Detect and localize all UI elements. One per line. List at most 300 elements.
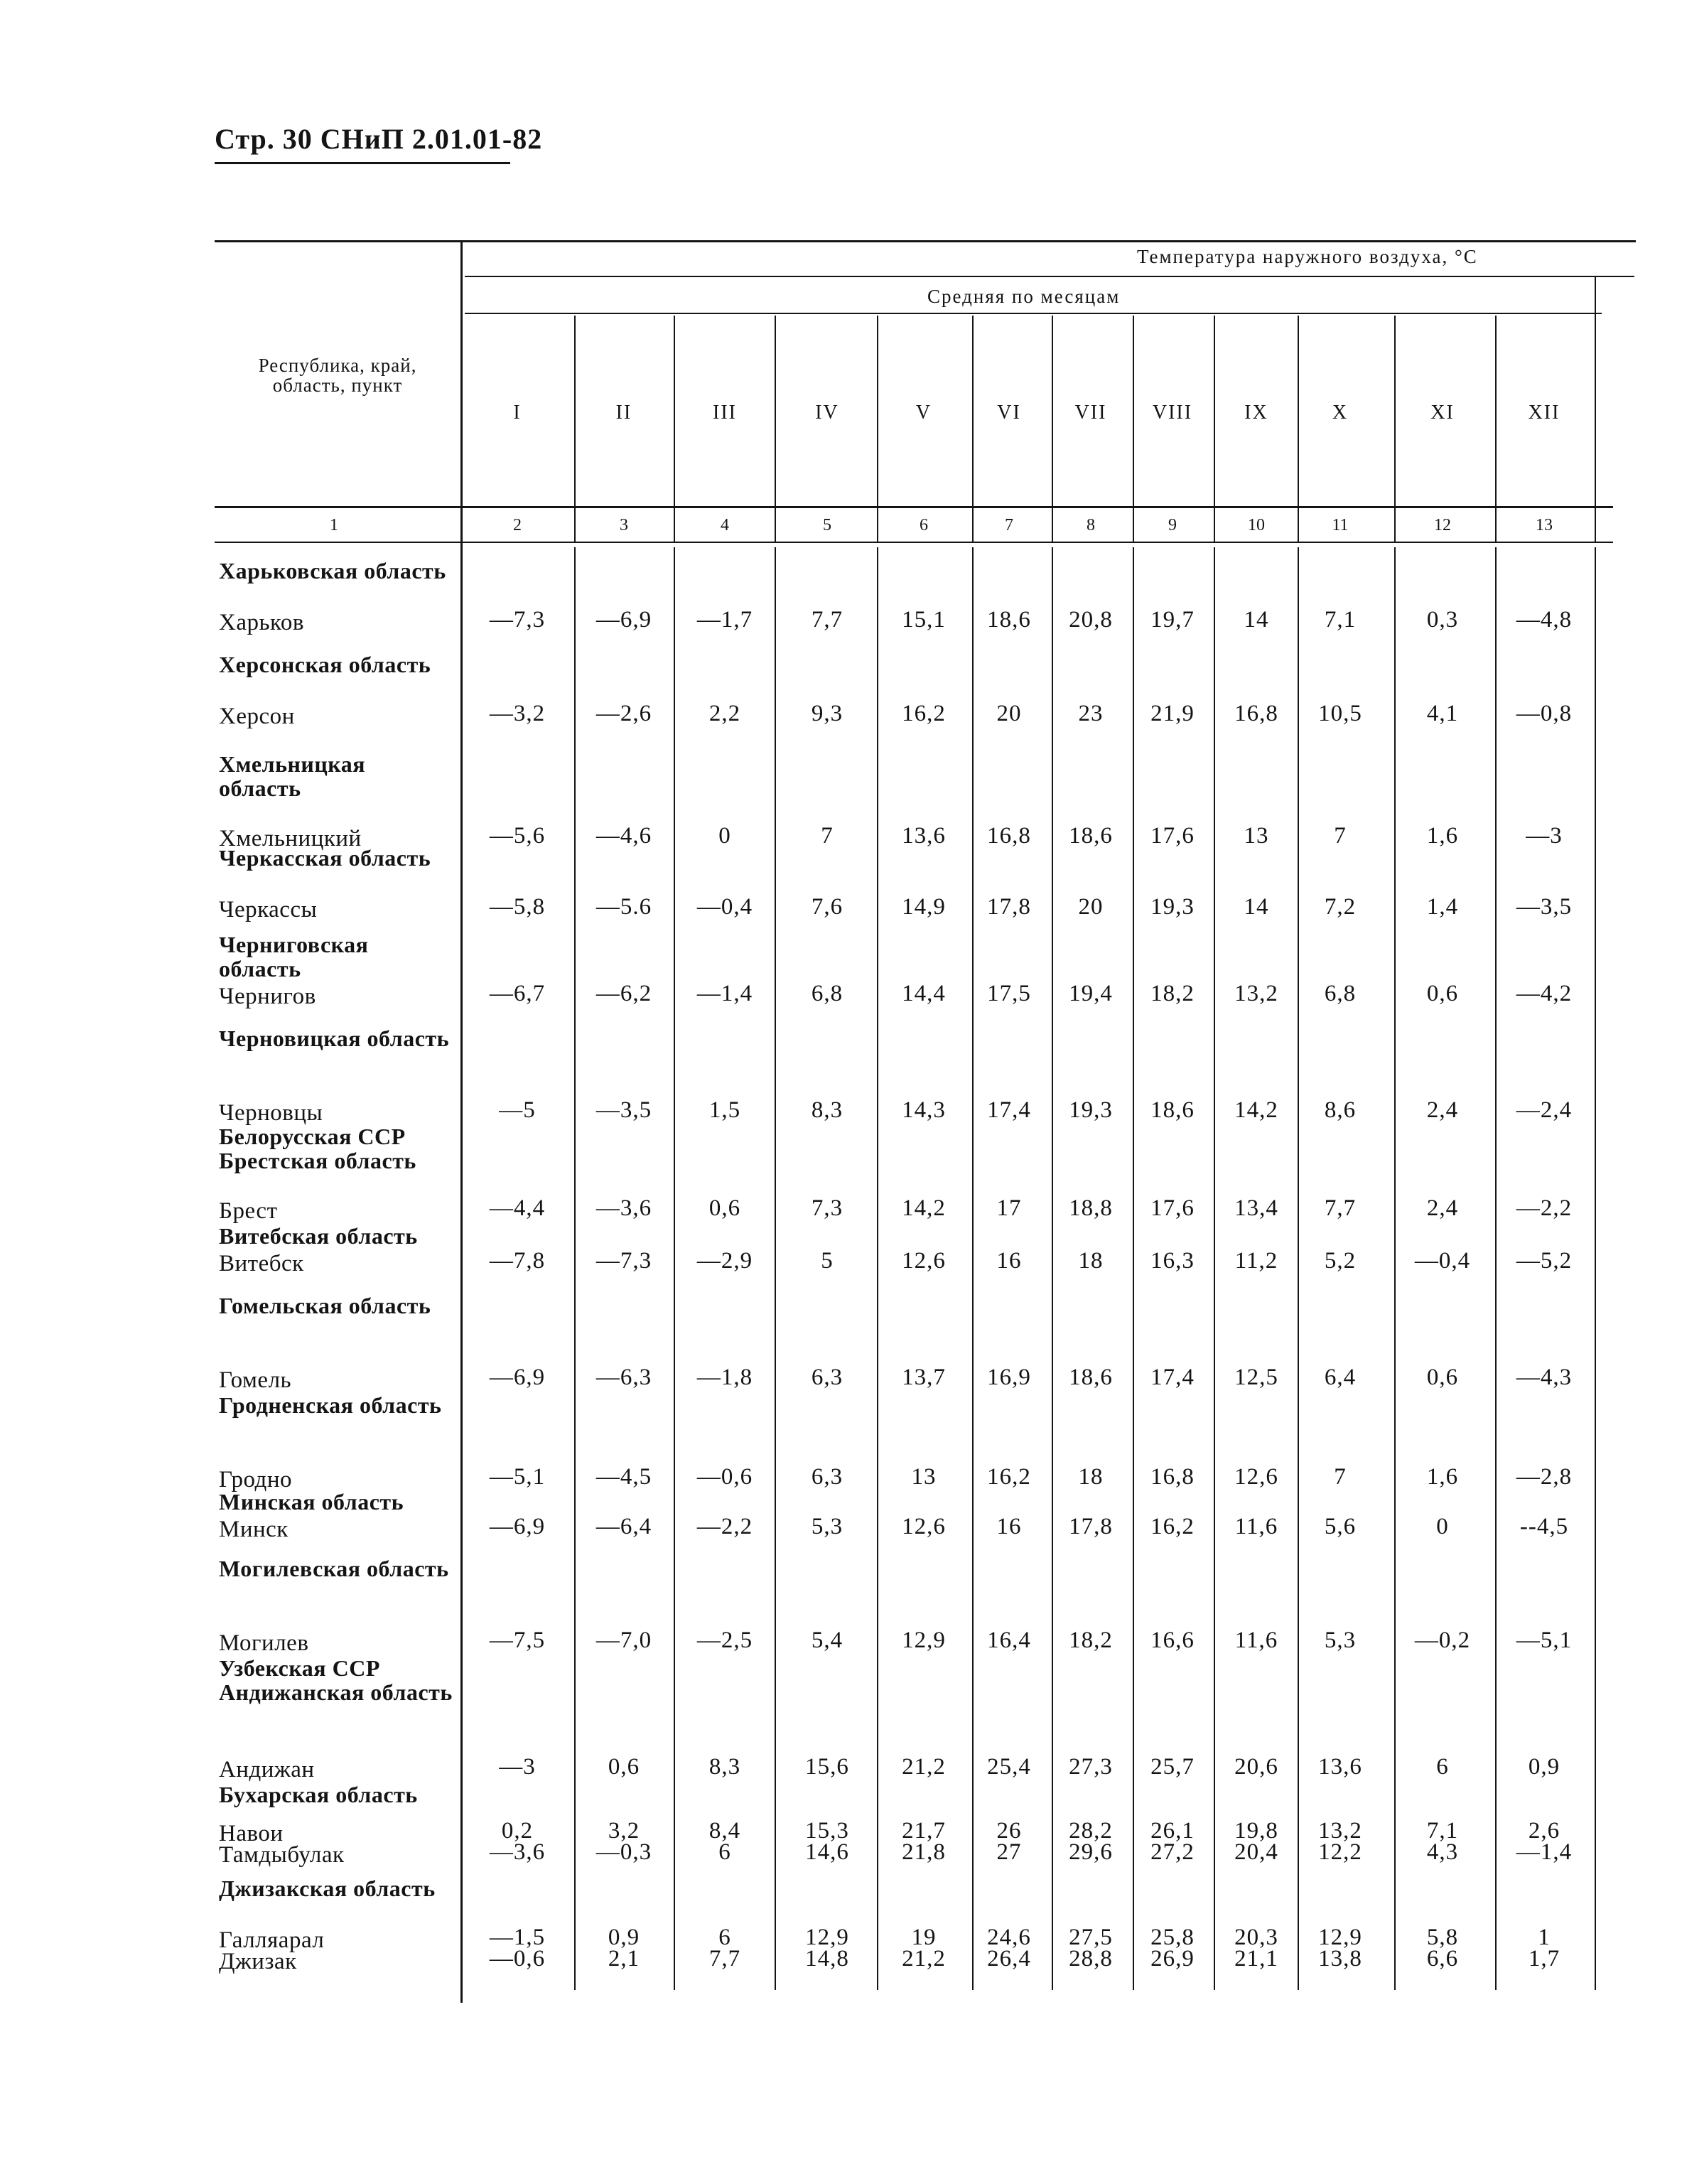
temperature-value: —7,3 <box>489 607 546 633</box>
temperature-value: —4,6 <box>595 823 652 849</box>
temperature-value: —4,2 <box>1516 981 1573 1006</box>
region-name: Минская область <box>219 1489 404 1515</box>
temperature-value: —2,8 <box>1516 1464 1573 1490</box>
month-label: XII <box>1528 402 1560 424</box>
temperature-value: 21,1 <box>1234 1946 1278 1971</box>
city-name: Черновцы <box>219 1100 323 1126</box>
temperature-value: 23 <box>1078 701 1104 726</box>
temperature-value: 12,9 <box>805 1925 849 1950</box>
temperature-value: —6,7 <box>489 981 546 1006</box>
temperature-value: —1,7 <box>696 607 753 633</box>
temperature-value: —6,3 <box>595 1365 652 1390</box>
temperature-value: 26,1 <box>1150 1818 1195 1844</box>
temperature-value: 18,6 <box>1069 1365 1113 1390</box>
temperature-value: 4,1 <box>1426 701 1459 726</box>
temperature-value: 20,3 <box>1234 1925 1278 1950</box>
temperature-value: 26,4 <box>987 1946 1031 1971</box>
city-name: Харьков <box>219 610 304 635</box>
temperature-value: 28,8 <box>1069 1946 1113 1971</box>
temperature-value: 18 <box>1078 1464 1104 1490</box>
temperature-value: —2,6 <box>595 701 652 726</box>
region-name: Херсонская область <box>219 652 431 677</box>
temperature-value: 17,4 <box>1150 1365 1195 1390</box>
temperature-value: 7,1 <box>1426 1818 1459 1844</box>
column-number: 2 <box>513 516 522 534</box>
temperature-value: 16,2 <box>987 1464 1031 1490</box>
temperature-value: 0,6 <box>708 1195 741 1221</box>
column-divider <box>1595 277 1596 506</box>
temperature-value: 20 <box>1078 894 1104 920</box>
temperature-value: 12,9 <box>902 1628 946 1653</box>
temperature-value: —5,1 <box>1516 1628 1573 1653</box>
temperature-value: 0,6 <box>608 1754 640 1780</box>
month-label: I <box>513 402 522 424</box>
column-number: 7 <box>1005 516 1013 534</box>
temperature-value: 26,9 <box>1150 1946 1195 1971</box>
temperature-value: 13,6 <box>902 823 946 849</box>
temperature-value: —1,4 <box>1516 1839 1573 1865</box>
temperature-value: 7,2 <box>1324 894 1357 920</box>
temperature-value: 5,3 <box>1324 1628 1357 1653</box>
temperature-value: 13 <box>1244 823 1269 849</box>
region-name: Гродненская область <box>219 1392 442 1418</box>
city-name: Навои <box>219 1821 284 1846</box>
column-number: 4 <box>721 516 729 534</box>
temperature-value: 7,7 <box>1324 1195 1357 1221</box>
column-number-rule-bottom <box>215 542 1613 543</box>
temperature-value: 14,4 <box>902 981 946 1006</box>
temperature-value: 16,8 <box>1234 701 1278 726</box>
temperature-value: 20,8 <box>1069 607 1113 633</box>
temperature-value: —0,2 <box>1414 1628 1471 1653</box>
column-divider <box>877 508 878 542</box>
temperature-value: 6,8 <box>1324 981 1357 1006</box>
temperature-value: 13,2 <box>1234 981 1278 1006</box>
month-label: III <box>713 402 737 424</box>
temperature-value: 2,6 <box>1528 1818 1560 1844</box>
city-name: Андижан <box>219 1757 315 1782</box>
region-name: Белорусская ССР Брестская область <box>219 1124 416 1173</box>
temperature-value: —7,8 <box>489 1248 546 1274</box>
month-label: VII <box>1074 402 1107 424</box>
column-divider <box>574 508 576 542</box>
month-label: IV <box>815 402 839 424</box>
temperature-value: 25,8 <box>1150 1925 1195 1950</box>
temperature-value: —4,4 <box>489 1195 546 1221</box>
column-divider <box>1495 508 1497 542</box>
temperature-value: 12,5 <box>1234 1365 1278 1390</box>
temperature-value: —7,3 <box>595 1248 652 1274</box>
temperature-value: 16,8 <box>1150 1464 1195 1490</box>
column-divider <box>1214 316 1215 506</box>
temperature-value: 18,2 <box>1069 1628 1113 1653</box>
column-divider <box>674 508 675 542</box>
temperature-value: 8,6 <box>1324 1097 1357 1123</box>
column-number: 9 <box>1168 516 1177 534</box>
header-underline <box>215 162 510 164</box>
temperature-value: 6 <box>718 1925 731 1950</box>
temperature-rule <box>465 276 1634 277</box>
temperature-value: —3,5 <box>595 1097 652 1123</box>
region-name: Узбекская ССР Андижанская область <box>219 1655 453 1705</box>
temperature-value: 18,2 <box>1150 981 1195 1006</box>
temperature-value: —3,5 <box>1516 894 1573 920</box>
column-number: 6 <box>920 516 928 534</box>
month-label: IX <box>1244 402 1268 424</box>
temperature-value: —0,8 <box>1516 701 1573 726</box>
temperature-value: —3,2 <box>489 701 546 726</box>
column-divider <box>1133 508 1134 542</box>
column-number: 1 <box>330 516 338 534</box>
temperature-value: 6,4 <box>1324 1365 1357 1390</box>
temperature-value: 1 <box>1538 1925 1551 1950</box>
temperature-value: 5,6 <box>1324 1514 1357 1539</box>
temperature-value: —0,4 <box>1414 1248 1471 1274</box>
column-divider <box>674 547 675 1990</box>
temperature-value: 17,5 <box>987 981 1031 1006</box>
column-divider <box>877 316 878 506</box>
temperature-value: 12,9 <box>1318 1925 1362 1950</box>
temperature-value: 14,2 <box>1234 1097 1278 1123</box>
temperature-value: 19 <box>911 1925 937 1950</box>
column-divider <box>1495 547 1497 1990</box>
column-divider <box>1052 508 1053 542</box>
temperature-value: 1,6 <box>1426 823 1459 849</box>
temperature-value: 2,2 <box>708 701 741 726</box>
column-divider <box>775 508 776 542</box>
temperature-value: 7,1 <box>1324 607 1357 633</box>
column-divider <box>574 547 576 1990</box>
temperature-title: Температура наружного воздуха, °С <box>1137 246 1478 267</box>
city-name: Тамдыбулак <box>219 1842 345 1868</box>
temperature-value: 13,8 <box>1318 1946 1362 1971</box>
temperature-value: —3,6 <box>489 1839 546 1865</box>
temperature-value: 6,3 <box>811 1464 843 1490</box>
column-divider <box>877 547 878 1990</box>
month-label: VI <box>997 402 1021 424</box>
temperature-value: —3,6 <box>595 1195 652 1221</box>
temperature-value: —2,5 <box>696 1628 753 1653</box>
average-rule <box>465 313 1602 314</box>
column-divider <box>1595 547 1596 1990</box>
temperature-value: 14,8 <box>805 1946 849 1971</box>
region-name: Хмельницкая область <box>219 751 366 801</box>
temperature-value: 21,9 <box>1150 701 1195 726</box>
temperature-value: 14,3 <box>902 1097 946 1123</box>
city-name: Брест <box>219 1198 278 1224</box>
column-number: 12 <box>1434 516 1451 534</box>
temperature-value: 20 <box>996 701 1022 726</box>
temperature-value: —1,8 <box>696 1365 753 1390</box>
temperature-value: —5,6 <box>489 823 546 849</box>
temperature-value: 7,3 <box>811 1195 843 1221</box>
temperature-value: 13,4 <box>1234 1195 1278 1221</box>
temperature-value: 25,4 <box>987 1754 1031 1780</box>
temperature-value: —2,2 <box>696 1514 753 1539</box>
column-divider <box>1394 316 1396 506</box>
temperature-value: 16,3 <box>1150 1248 1195 1274</box>
temperature-value: 6,3 <box>811 1365 843 1390</box>
temperature-value: 17,6 <box>1150 823 1195 849</box>
temperature-value: —2,9 <box>696 1248 753 1274</box>
temperature-value: 17,4 <box>987 1097 1031 1123</box>
temperature-value: —0,4 <box>696 894 753 920</box>
column-divider <box>1394 508 1396 542</box>
temperature-value: 27,5 <box>1069 1925 1113 1950</box>
temperature-value: 6 <box>718 1839 731 1865</box>
region-name: Могилевская область <box>219 1556 449 1581</box>
temperature-value: 19,8 <box>1234 1818 1278 1844</box>
temperature-value: 2,4 <box>1426 1097 1459 1123</box>
temperature-value: 17,8 <box>1069 1514 1113 1539</box>
region-name: Бухарская область <box>219 1782 418 1807</box>
temperature-value: —5 <box>499 1097 536 1123</box>
temperature-value: 15,3 <box>805 1818 849 1844</box>
column-divider <box>1214 508 1215 542</box>
temperature-value: 7 <box>821 823 834 849</box>
temperature-value: 9,3 <box>811 701 843 726</box>
temperature-value: 21,8 <box>902 1839 946 1865</box>
city-name: Могилев <box>219 1630 309 1656</box>
temperature-value: 7,7 <box>708 1946 741 1971</box>
location-column-header: Республика, край, область, пункт <box>258 355 417 396</box>
temperature-value: 5,3 <box>811 1514 843 1539</box>
temperature-value: 18,6 <box>1150 1097 1195 1123</box>
column-number: 11 <box>1332 516 1349 534</box>
month-label: XI <box>1430 402 1455 424</box>
temperature-value: 16,8 <box>987 823 1031 849</box>
column-divider <box>1495 316 1497 506</box>
temperature-value: —5.6 <box>595 894 652 920</box>
month-label: II <box>615 402 632 424</box>
temperature-value: 18 <box>1078 1248 1104 1274</box>
column-divider <box>972 316 974 506</box>
temperature-value: 16,9 <box>987 1365 1031 1390</box>
city-name: Херсон <box>219 704 295 729</box>
temperature-value: 25,7 <box>1150 1754 1195 1780</box>
temperature-value: 10,5 <box>1318 701 1362 726</box>
city-name: Гомель <box>219 1367 292 1393</box>
temperature-value: —2,4 <box>1516 1097 1573 1123</box>
temperature-value: 27,3 <box>1069 1754 1113 1780</box>
temperature-value: 6 <box>1436 1754 1449 1780</box>
temperature-value: 6,6 <box>1426 1946 1459 1971</box>
temperature-value: 0 <box>1436 1514 1449 1539</box>
region-name: Харьковская область <box>219 558 446 583</box>
temperature-value: —7,0 <box>595 1628 652 1653</box>
temperature-value: 17 <box>996 1195 1022 1221</box>
temperature-value: 18,6 <box>987 607 1031 633</box>
temperature-value: 0,6 <box>1426 981 1459 1006</box>
temperature-value: 1,5 <box>708 1097 741 1123</box>
temperature-value: 12,6 <box>1234 1464 1278 1490</box>
temperature-value: —5,2 <box>1516 1248 1573 1274</box>
temperature-value: 7 <box>1334 823 1347 849</box>
temperature-value: 16,4 <box>987 1628 1031 1653</box>
temperature-value: —0,6 <box>696 1464 753 1490</box>
temperature-value: 20,6 <box>1234 1754 1278 1780</box>
temperature-value: 16,2 <box>902 701 946 726</box>
column-divider <box>775 316 776 506</box>
temperature-value: —5,8 <box>489 894 546 920</box>
table-top-rule <box>215 240 1636 242</box>
region-name: Джизакская область <box>219 1876 436 1901</box>
temperature-value: —3 <box>1526 823 1563 849</box>
temperature-value: 13 <box>911 1464 937 1490</box>
temperature-value: —7,5 <box>489 1628 546 1653</box>
temperature-value: 28,2 <box>1069 1818 1113 1844</box>
column-number: 13 <box>1536 516 1553 534</box>
temperature-value: 11,2 <box>1234 1248 1278 1274</box>
city-name: Гродно <box>219 1467 292 1492</box>
average-by-month-title: Средняя по месяцам <box>927 286 1121 307</box>
temperature-value: --4,5 <box>1519 1514 1569 1539</box>
temperature-value: 13,6 <box>1318 1754 1362 1780</box>
temperature-value: 4,3 <box>1426 1839 1459 1865</box>
page-header: Стр. 30 СНиП 2.01.01-82 <box>215 123 543 155</box>
city-name: Чернигов <box>219 984 316 1009</box>
temperature-value: 24,6 <box>987 1925 1031 1950</box>
region-name: Гомельская область <box>219 1293 431 1318</box>
temperature-value: 5 <box>821 1248 834 1274</box>
location-column-divider <box>460 240 463 2003</box>
temperature-value: 12,6 <box>902 1248 946 1274</box>
temperature-value: —1,5 <box>489 1925 546 1950</box>
temperature-value: —0,3 <box>595 1839 652 1865</box>
temperature-value: 1,7 <box>1528 1946 1560 1971</box>
temperature-value: 0 <box>718 823 731 849</box>
temperature-value: 0,9 <box>1528 1754 1560 1780</box>
temperature-value: 17,8 <box>987 894 1031 920</box>
column-divider <box>1298 316 1299 506</box>
temperature-value: —4,3 <box>1516 1365 1573 1390</box>
temperature-value: 18,6 <box>1069 823 1113 849</box>
temperature-value: —1,4 <box>696 981 753 1006</box>
temperature-value: 14,2 <box>902 1195 946 1221</box>
temperature-value: 1,4 <box>1426 894 1459 920</box>
temperature-value: —4,5 <box>595 1464 652 1490</box>
temperature-value: 7,7 <box>811 607 843 633</box>
temperature-value: 8,3 <box>811 1097 843 1123</box>
city-name: Минск <box>219 1517 289 1542</box>
month-label: X <box>1332 402 1349 424</box>
temperature-value: 18,8 <box>1069 1195 1113 1221</box>
column-number: 10 <box>1248 516 1265 534</box>
temperature-value: 6,8 <box>811 981 843 1006</box>
temperature-value: 27 <box>996 1839 1022 1865</box>
column-number: 5 <box>823 516 831 534</box>
temperature-value: 3,2 <box>608 1818 640 1844</box>
column-divider <box>1052 316 1053 506</box>
city-name: Джизак <box>219 1949 297 1974</box>
temperature-value: 7,6 <box>811 894 843 920</box>
temperature-value: 7 <box>1334 1464 1347 1490</box>
temperature-value: 5,2 <box>1324 1248 1357 1274</box>
temperature-value: 14 <box>1244 607 1269 633</box>
city-name: Хмельницкий <box>219 826 362 851</box>
temperature-value: 19,3 <box>1150 894 1195 920</box>
temperature-value: 17,6 <box>1150 1195 1195 1221</box>
temperature-value: —6,2 <box>595 981 652 1006</box>
month-label: VIII <box>1152 402 1193 424</box>
column-divider <box>775 547 776 1990</box>
temperature-value: 1,6 <box>1426 1464 1459 1490</box>
temperature-value: 13,2 <box>1318 1818 1362 1844</box>
temperature-value: 14,9 <box>902 894 946 920</box>
temperature-value: 13,7 <box>902 1365 946 1390</box>
temperature-value: 2,1 <box>608 1946 640 1971</box>
temperature-value: 16 <box>996 1248 1022 1274</box>
temperature-value: 16,6 <box>1150 1628 1195 1653</box>
temperature-value: —3 <box>499 1754 536 1780</box>
temperature-value: —2,2 <box>1516 1195 1573 1221</box>
column-divider <box>972 508 974 542</box>
temperature-value: —4,8 <box>1516 607 1573 633</box>
temperature-value: 11,6 <box>1234 1628 1278 1653</box>
temperature-value: 0,3 <box>1426 607 1459 633</box>
region-name: Черновицкая область <box>219 1026 450 1051</box>
temperature-value: 0,9 <box>608 1925 640 1950</box>
temperature-value: 16,2 <box>1150 1514 1195 1539</box>
region-name: Черниговская область <box>219 932 369 981</box>
temperature-value: 5,8 <box>1426 1925 1459 1950</box>
temperature-value: 15,1 <box>902 607 946 633</box>
temperature-value: 21,7 <box>902 1818 946 1844</box>
temperature-value: 26 <box>996 1818 1022 1844</box>
temperature-value: —6,9 <box>489 1514 546 1539</box>
region-name: Витебская область <box>219 1223 418 1249</box>
temperature-value: 8,4 <box>708 1818 741 1844</box>
city-name: Черкассы <box>219 897 318 922</box>
column-divider <box>1133 316 1134 506</box>
column-divider <box>574 316 576 506</box>
column-number-rule-top <box>215 506 1613 508</box>
temperature-value: 19,3 <box>1069 1097 1113 1123</box>
temperature-value: 27,2 <box>1150 1839 1195 1865</box>
temperature-value: 2,4 <box>1426 1195 1459 1221</box>
region-name: Черкасская область <box>219 845 431 871</box>
temperature-value: 12,2 <box>1318 1839 1362 1865</box>
temperature-value: 19,7 <box>1150 607 1195 633</box>
temperature-value: 5,4 <box>811 1628 843 1653</box>
temperature-value: 21,2 <box>902 1946 946 1971</box>
temperature-value: 16 <box>996 1514 1022 1539</box>
column-divider <box>1394 547 1396 1990</box>
temperature-value: —6,9 <box>489 1365 546 1390</box>
column-divider <box>674 316 675 506</box>
month-label: V <box>915 402 932 424</box>
temperature-value: 14,6 <box>805 1839 849 1865</box>
temperature-value: 15,6 <box>805 1754 849 1780</box>
temperature-value: 12,6 <box>902 1514 946 1539</box>
temperature-value: 29,6 <box>1069 1839 1113 1865</box>
temperature-value: 8,3 <box>708 1754 741 1780</box>
column-divider <box>1298 508 1299 542</box>
temperature-value: 14 <box>1244 894 1269 920</box>
temperature-value: —0,6 <box>489 1946 546 1971</box>
temperature-value: 19,4 <box>1069 981 1113 1006</box>
temperature-value: —5,1 <box>489 1464 546 1490</box>
temperature-value: 11,6 <box>1234 1514 1278 1539</box>
city-name: Витебск <box>219 1251 304 1276</box>
city-name: Галляарал <box>219 1927 325 1953</box>
column-number: 3 <box>620 516 628 534</box>
column-number: 8 <box>1087 516 1095 534</box>
temperature-value: 0,2 <box>501 1818 534 1844</box>
temperature-value: 0,6 <box>1426 1365 1459 1390</box>
column-divider <box>1595 508 1596 542</box>
temperature-value: —6,9 <box>595 607 652 633</box>
